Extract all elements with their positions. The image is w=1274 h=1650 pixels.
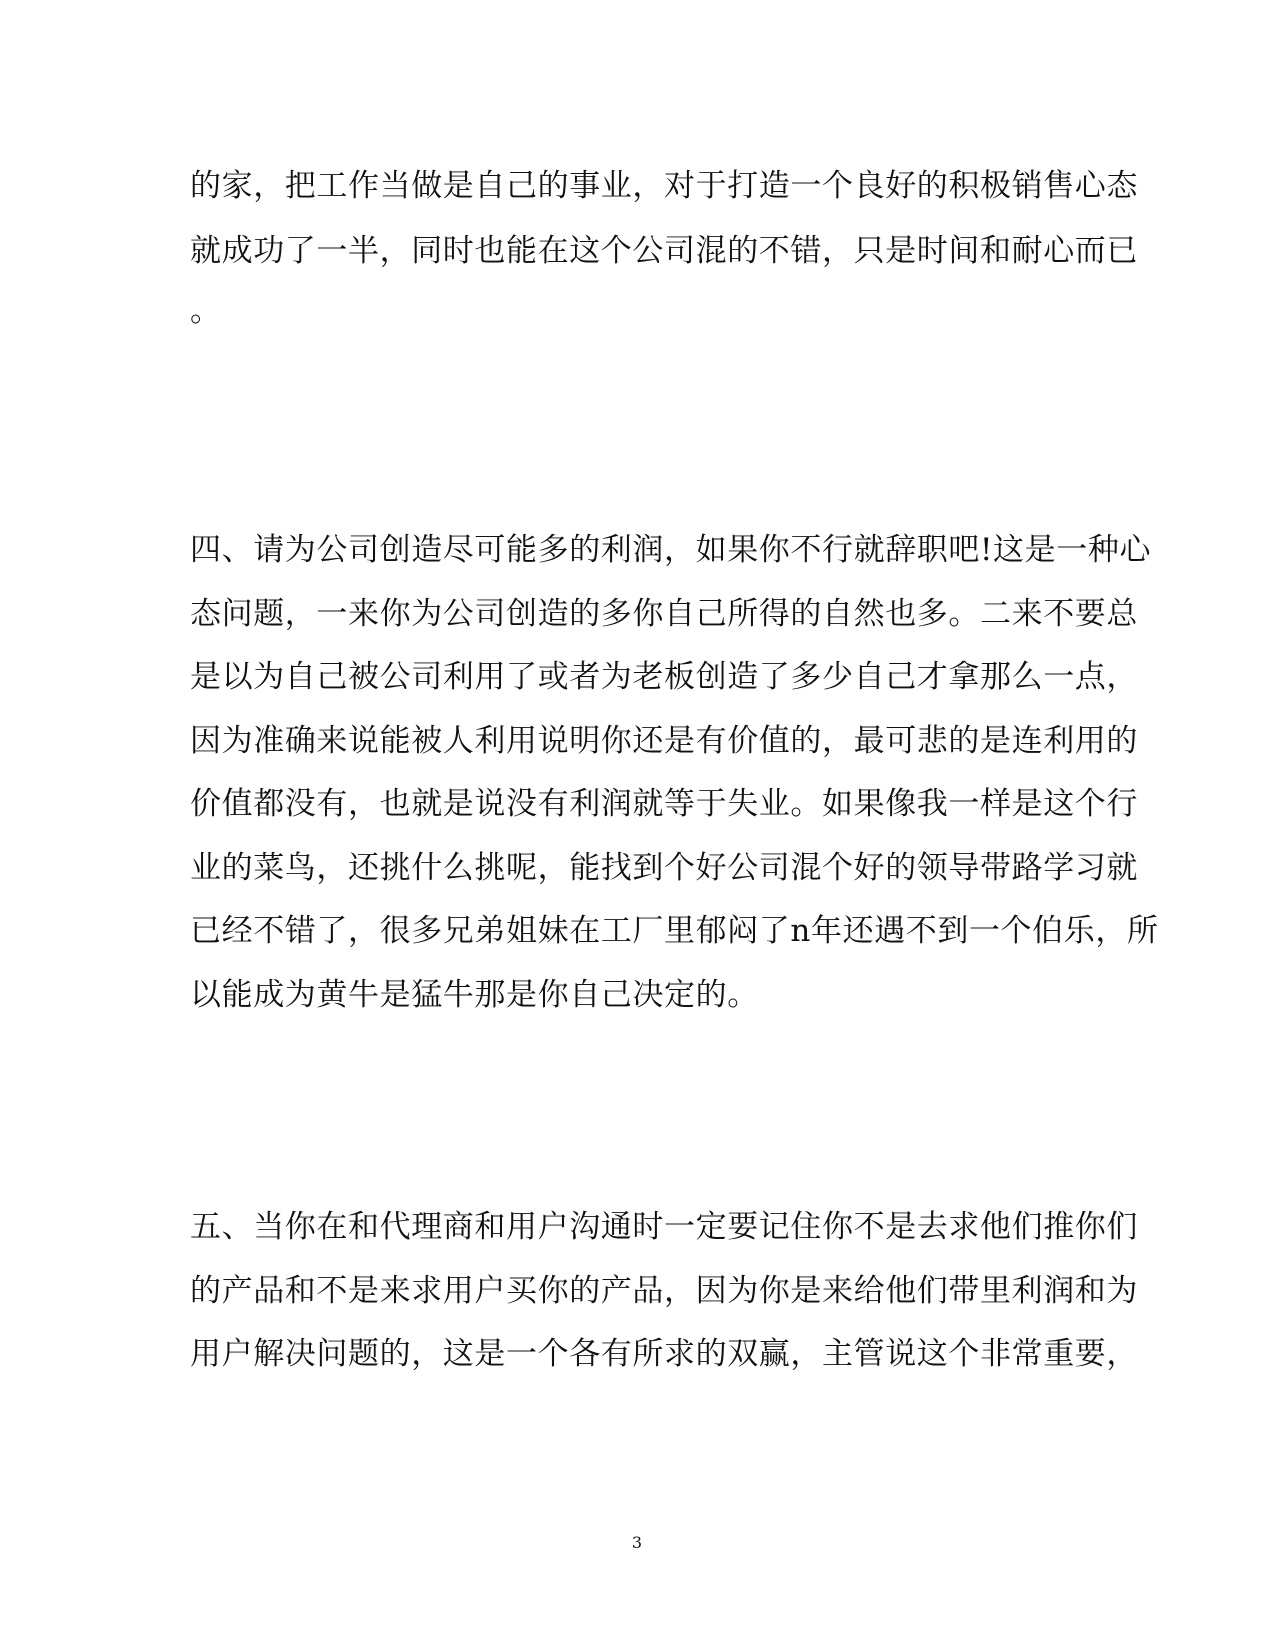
paragraph-line: 态问题，一来你为公司创造的多你自己所得的自然也多。二来不要总: [190, 596, 1138, 632]
paragraph-line: 价值都没有，也就是说没有利润就等于失业。如果像我一样是这个行: [190, 786, 1138, 822]
paragraph-line: 四、请为公司创造尽可能多的利润，如果你不行就辞职吧!这是一种心: [190, 532, 1152, 568]
paragraph-line: 的家，把工作当做是自己的事业，对于打造一个良好的积极销售心态: [190, 168, 1138, 204]
paragraph-line: 业的菜鸟，还挑什么挑呢，能找到个好公司混个好的领导带路学习就: [190, 850, 1138, 886]
paragraph-line: 以能成为黄牛是猛牛那是你自己决定的。: [190, 977, 759, 1013]
paragraph-line: 。: [190, 293, 222, 329]
paragraph-line: 的产品和不是来求用户买你的产品，因为你是来给他们带里利润和为: [190, 1273, 1138, 1309]
paragraph-line: 用户解决问题的，这是一个各有所求的双赢，主管说这个非常重要，: [190, 1336, 1138, 1372]
paragraph-line: 就成功了一半，同时也能在这个公司混的不错，只是时间和耐心而已: [190, 233, 1138, 269]
paragraph-line: 因为准确来说能被人利用说明你还是有价值的，最可悲的是连利用的: [190, 723, 1138, 759]
page-number: 3: [631, 1533, 643, 1552]
paragraph-line: 是以为自己被公司利用了或者为老板创造了多少自己才拿那么一点，: [190, 659, 1138, 695]
paragraph-line: 五、当你在和代理商和用户沟通时一定要记住你不是去求他们推你们: [190, 1209, 1138, 1245]
paragraph-line: 已经不错了，很多兄弟姐妹在工厂里郁闷了n年还遇不到一个伯乐，所: [190, 913, 1159, 949]
